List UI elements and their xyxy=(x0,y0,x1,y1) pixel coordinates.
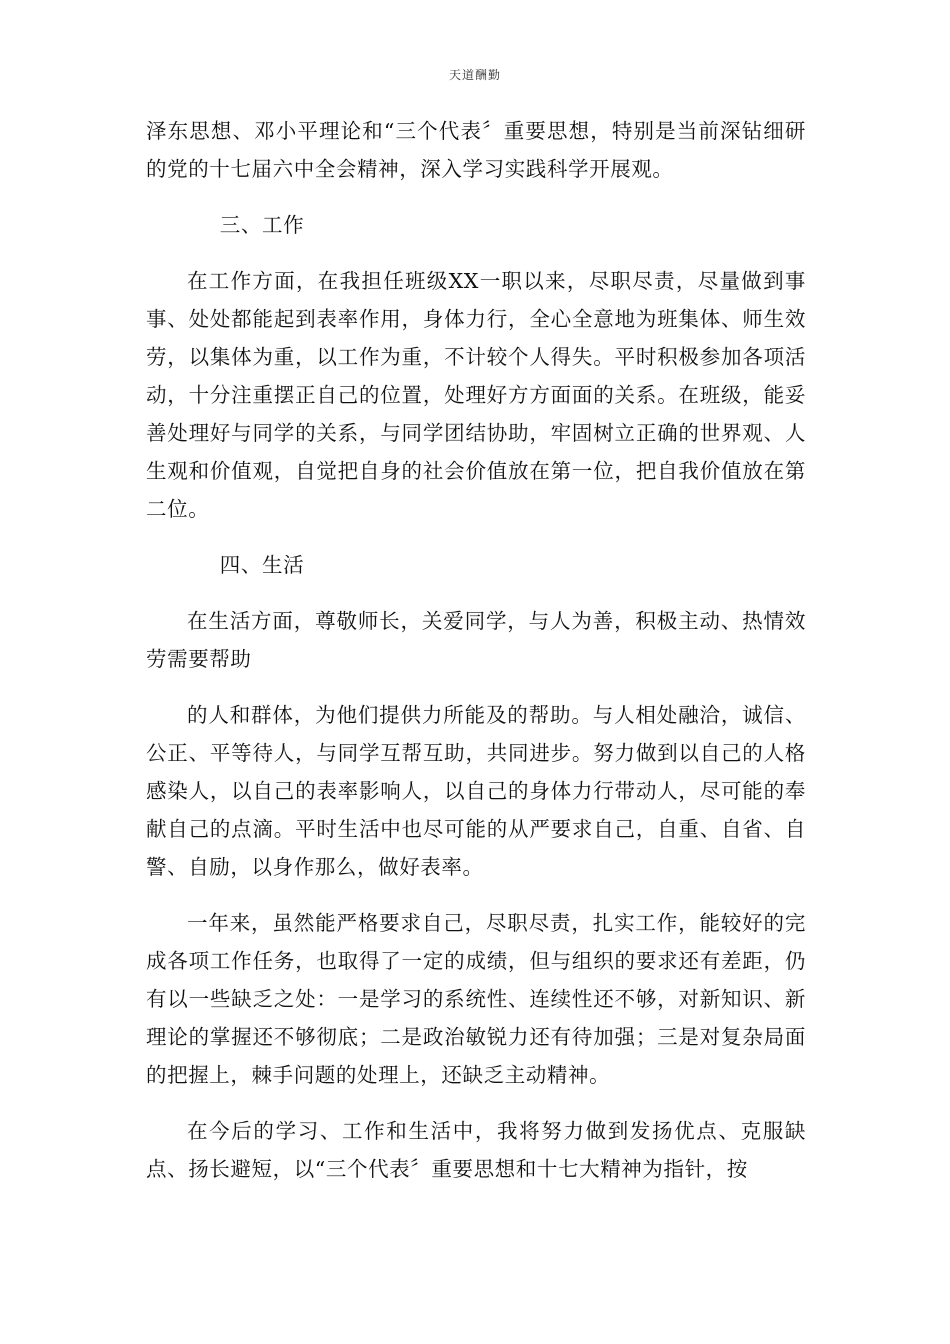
paragraph-life-1: 在生活方面，尊敬师长，关爱同学，与人为善，积极主动、热情效劳需要帮助 xyxy=(146,609,806,671)
paragraph-life-2: 的人和群体，为他们提供力所能及的帮助。与人相处融洽，诚信、公正、平等待人，与同学互帮互助，共同进步。努力做到以自己的人格感染人，以自己的表率影响人，以自己的身体力行带动人，尽可能的奉献自己的点滴。平时生活中也尽可能的从严要求自己，自重、自省、自警、自励，以身作那么，做好表率。 xyxy=(146,703,806,879)
paragraph-future: 在今后的学习、工作和生活中，我将努力做到发扬优点、克服缺点、扬长避短，以“三个代表〞重要思想和十七大精神为指针，按 xyxy=(146,1119,806,1181)
paragraph-work: 在工作方面，在我担任班级XX一职以来，尽职尽责，尽量做到事事、处处都能起到表率作用，身体力行，全心全意地为班集体、师生效劳，以集体为重，以工作为重，不计较个人得失。平时积极参加各项活动，十分注重摆正自己的位置，处理好方方面面的关系。在班级，能妥善处理好与同学的关系，与同学团结协助，牢固树立正确的世界观、人生观和价值观，自觉把自身的社会价值放在第一位，把自我价值放在第二位。 xyxy=(146,269,806,521)
section-heading-work: 三、工作 xyxy=(219,213,305,237)
page-header: 天道酬勤 xyxy=(448,68,501,82)
paragraph-intro-continuation: 泽东思想、邓小平理论和“三个代表〞重要思想，特别是当前深钻细研的党的十七届六中全会精神，深入学习实践科学开展观。 xyxy=(146,119,806,181)
document-body xyxy=(146,112,806,1206)
section-heading-life: 四、生活 xyxy=(219,553,305,577)
paragraph-shortcomings: 一年来，虽然能严格要求自己，尽职尽责，扎实工作，能较好的完成各项工作任务，也取得了一定的成绩，但与组织的要求还有差距，仍有以一些缺乏之处：一是学习的系统性、连续性还不够，对新知识、新理论的掌握还不够彻底；二是政治敏锐力还有待加强；三是对复杂局面的把握上，棘手问题的处理上，还缺乏主动精神。 xyxy=(146,911,806,1087)
